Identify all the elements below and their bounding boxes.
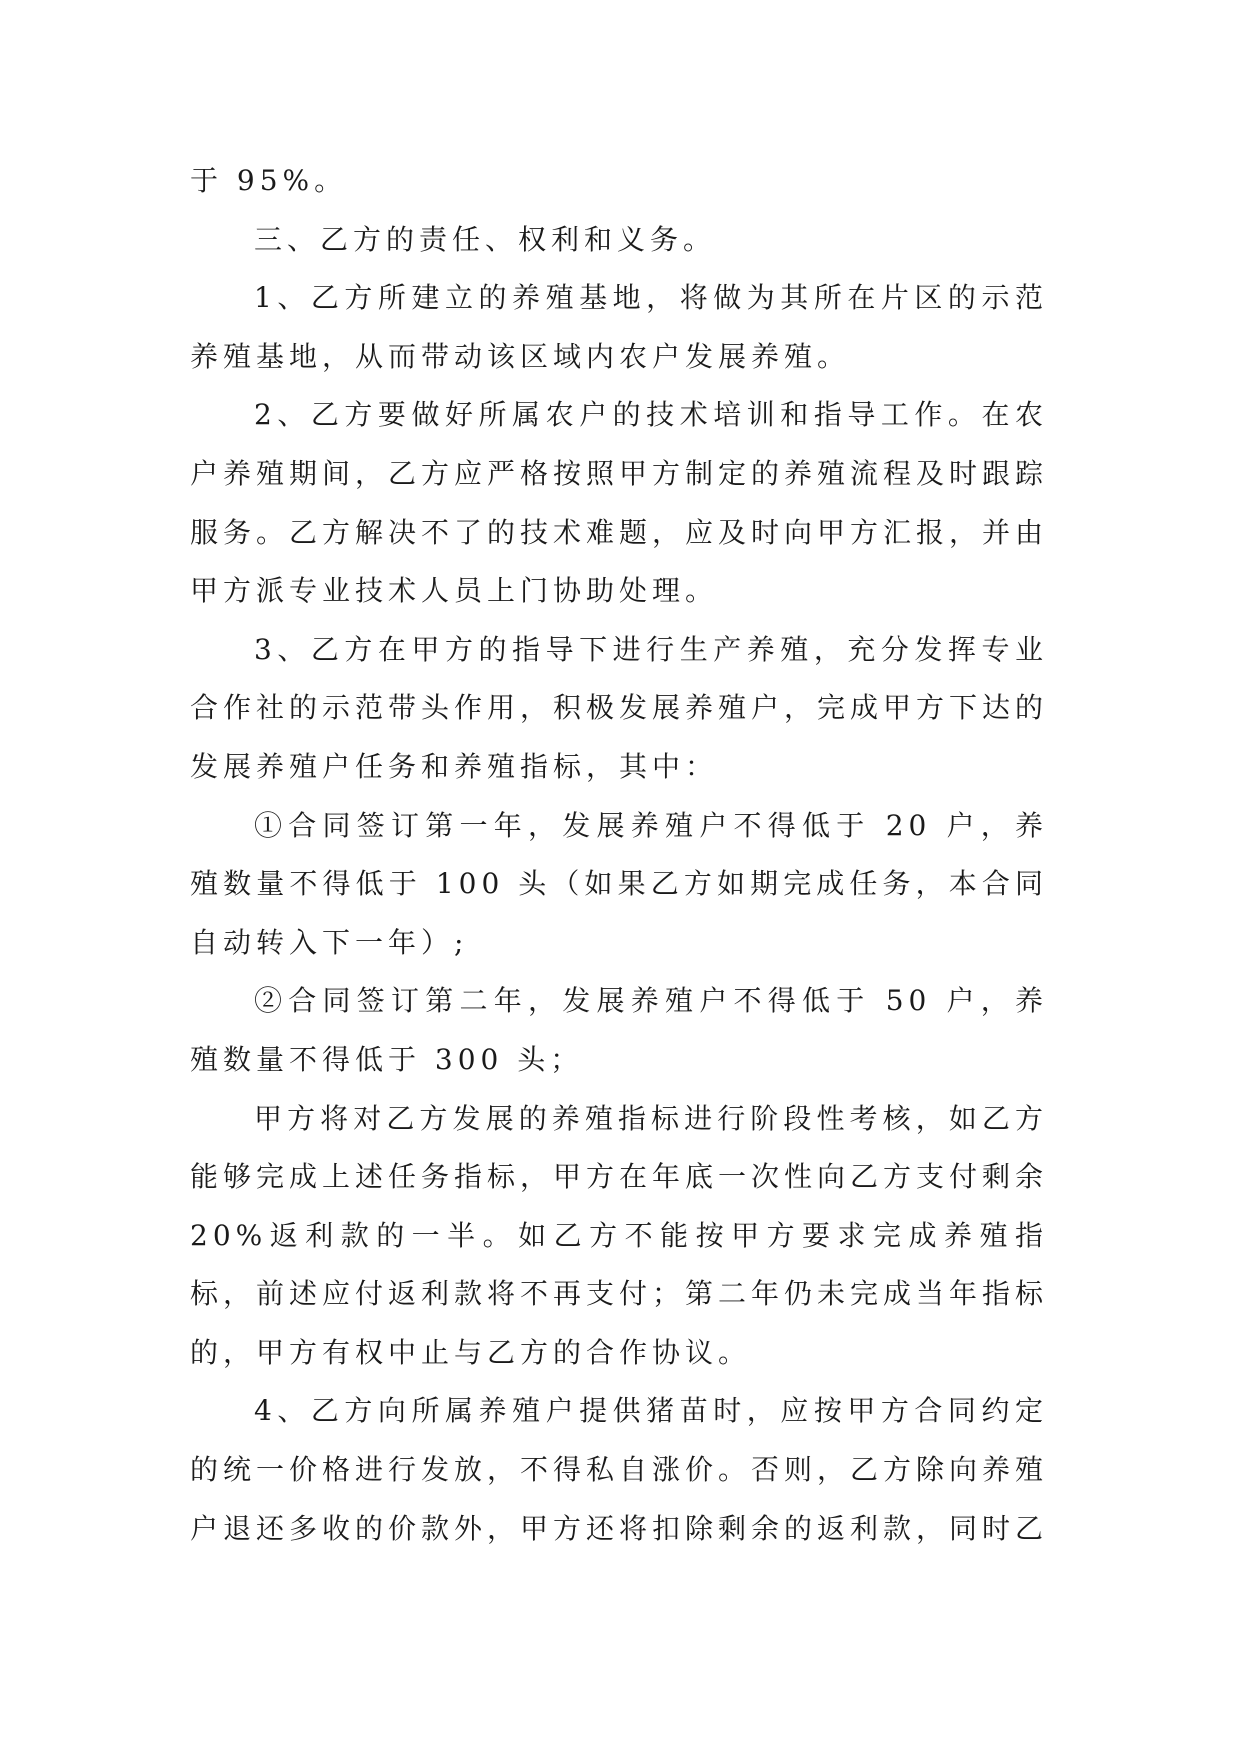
clause-3-item-1: ①合同签订第一年，发展养殖户不得低于 20 户，养殖数量不得低于 100 头（如果乙方如期完成任务，本合同自动转入下一年）; [190,808,1048,959]
clause-3-item-2: ②合同签订第二年，发展养殖户不得低于 50 户，养殖数量不得低于 300 头； [190,984,1048,1076]
section-heading-party-b-duties: 三、乙方的责任、权利和义务。 [254,222,717,256]
document-page [190,152,1048,1558]
paragraph-continuation: 于 95%。 [190,164,348,197]
assessment-paragraph: 甲方将对乙方发展的养殖指标进行阶段性考核，如乙方能够完成上述任务指标，甲方在年底一次性向乙方支付剩余20%返利款的一半。如乙方不能按甲方要求完成养殖指标，前述应付返利款将不再支付；第二年仍未完成当年指标的，甲方有权中止与乙方的合作协议。 [190,1101,1049,1369]
clause-1: 1、乙方所建立的养殖基地，将做为其所在片区的示范养殖基地，从而带动该区域内农户发展养殖。 [190,281,1048,373]
clause-3: 3、乙方在甲方的指导下进行生产养殖，充分发挥专业合作社的示范带头作用，积极发展养殖户，完成甲方下达的发展养殖户任务和养殖指标，其中： [190,632,1049,783]
clause-2: 2、乙方要做好所属农户的技术培训和指导工作。在农户养殖期间，乙方应严格按照甲方制定的养殖流程及时跟踪服务。乙方解决不了的技术难题，应及时向甲方汇报，并由甲方派专业技术人员上门协助处理。 [190,398,1049,608]
clause-4: 4、乙方向所属养殖户提供猪苗时，应按甲方合同约定的统一价格进行发放，不得私自涨价。否则，乙方除向养殖户退还多收的价款外，甲方还将扣除剩余的返利款，同时乙 [190,1394,1049,1545]
